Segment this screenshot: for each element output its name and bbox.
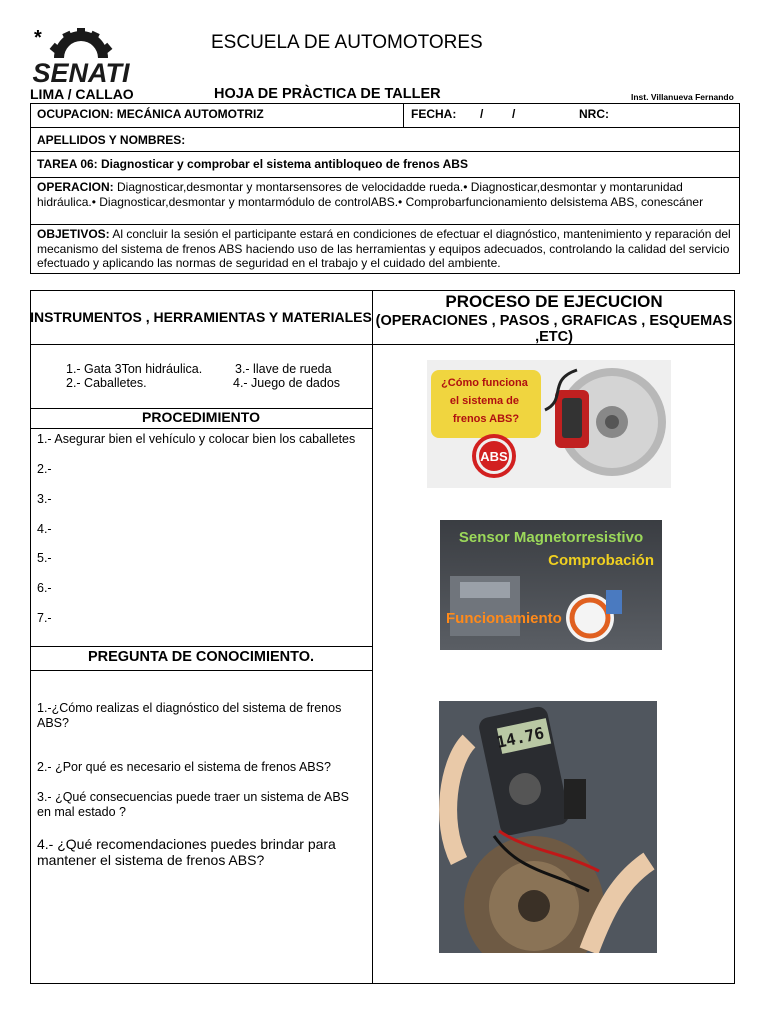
- sensor-image: [440, 520, 662, 650]
- row-divider: [30, 428, 372, 429]
- question-number: 4.-: [37, 836, 54, 852]
- occupation-row: [31, 104, 739, 128]
- procedure-step: 6.-: [37, 581, 52, 595]
- operation-row: [31, 178, 739, 225]
- date-separator: /: [512, 107, 516, 121]
- execution-header: [373, 290, 735, 345]
- senati-logo: [26, 24, 136, 86]
- objectives-text: Al concluir la sesión el participante estará en condiciones de efectuar el diagnóstico, mantenimiento y reparación del mecanismo del sistema de frenos ABS haciendo uso de las herramientas y equipos adecuados, controlando la calidad del servicio efectuado y aplicando las normas de seguridad en el trabajo y el cuidado del ambiente.: [37, 227, 731, 270]
- column-divider: [372, 290, 373, 984]
- names-row: APELLIDOS Y NOMBRES:: [31, 128, 739, 152]
- questions-title: PREGUNTA DE CONOCIMIENTO.: [87, 649, 315, 665]
- question-text: ¿Qué consecuencias puede traer un sistema de ABS en mal estado ?: [37, 790, 349, 819]
- procedure-title: PROCEDIMIENTO: [142, 409, 260, 425]
- objectives-row: [31, 225, 739, 273]
- task-row: TAREA 06: Diagnosticar y comprobar el sistema antibloqueo de frenos ABS: [31, 152, 739, 178]
- procedure-step: 3.-: [37, 492, 52, 506]
- sensor-title: Sensor Magnetorresistivo: [458, 529, 644, 546]
- procedure-step: 1.- Asegurar bien el vehículo y colocar bien los caballetes: [37, 432, 356, 446]
- tool-item: 1.- Gata 3Ton hidráulica.: [66, 362, 203, 376]
- multimeter-display: 14.76: [494, 723, 546, 752]
- objectives-label: OBJETIVOS:: [37, 227, 110, 241]
- date-separator: /: [480, 107, 484, 121]
- school-title: ESCUELA DE AUTOMOTORES: [211, 32, 483, 53]
- sheet-title: HOJA DE PRÀCTICA DE TALLER: [214, 86, 441, 102]
- occupation-cell: OCUPACION: MECÁNICA AUTOMOTRIZ: [31, 104, 404, 127]
- row-divider: [30, 670, 372, 671]
- question-text: ¿Qué recomendaciones puedes brindar para mantener el sistema de frenos ABS?: [37, 836, 336, 868]
- operation-text: Diagnosticar,desmontar y montarsensores de velocidadde rueda.• Diagnosticar,desmontar y montarunidad hidráulica.• Diagnosticar,desmontar y montarmódulo de controlABS.• Comprobarfuncionamiento delsistema ABS, conescáner: [37, 180, 704, 209]
- abs-banner-text: ¿Cómo funciona el sistema de frenos ABS?: [441, 377, 528, 425]
- logo-text: SENATI: [32, 58, 130, 86]
- sensor-caption: Funcionamiento: [446, 610, 562, 627]
- instructor-name: Inst. Villanueva Fernando: [631, 92, 734, 102]
- instruments-title: INSTRUMENTOS , HERRAMIENTAS Y MATERIALES: [30, 308, 372, 325]
- procedure-step: 4.-: [37, 522, 52, 536]
- tool-item: 3.- llave de rueda: [235, 362, 332, 376]
- question-number: 2.-: [37, 760, 52, 774]
- tool-item: 2.- Caballetes.: [66, 376, 147, 390]
- question-text: ¿Por qué es necesario el sistema de frenos ABS?: [51, 760, 331, 774]
- date-label: FECHA:: [411, 107, 457, 121]
- execution-subtitle: (OPERACIONES , PASOS , GRAFICAS , ESQUEMAS ,ETC): [375, 313, 733, 345]
- question-item: [37, 790, 357, 819]
- question-number: 1.-: [37, 701, 52, 715]
- procedure-step: 7.-: [37, 611, 52, 625]
- operation-label: OPERACION:: [37, 180, 114, 194]
- execution-title: PROCESO DE EJECUCION: [445, 292, 663, 311]
- procedure-step: 5.-: [37, 551, 52, 565]
- location: LIMA / CALLAO: [30, 86, 134, 102]
- question-number: 3.-: [37, 790, 52, 804]
- tools-list: [30, 344, 372, 408]
- abs-brake-image: [427, 360, 671, 488]
- question-item: [37, 760, 357, 775]
- multimeter-image: [439, 701, 657, 953]
- procedure-step: 2.-: [37, 462, 52, 476]
- question-item: [37, 836, 357, 868]
- tool-item: 4.- Juego de dados: [233, 376, 341, 390]
- sensor-subtitle: Comprobación: [548, 552, 654, 569]
- question-item: [37, 701, 357, 730]
- abs-badge: ABS: [480, 449, 508, 464]
- nrc-label: NRC:: [579, 107, 609, 121]
- asterisk: *: [34, 27, 42, 49]
- question-text: ¿Cómo realizas el diagnóstico del sistema de frenos ABS?: [37, 701, 342, 730]
- header-form: [30, 103, 740, 274]
